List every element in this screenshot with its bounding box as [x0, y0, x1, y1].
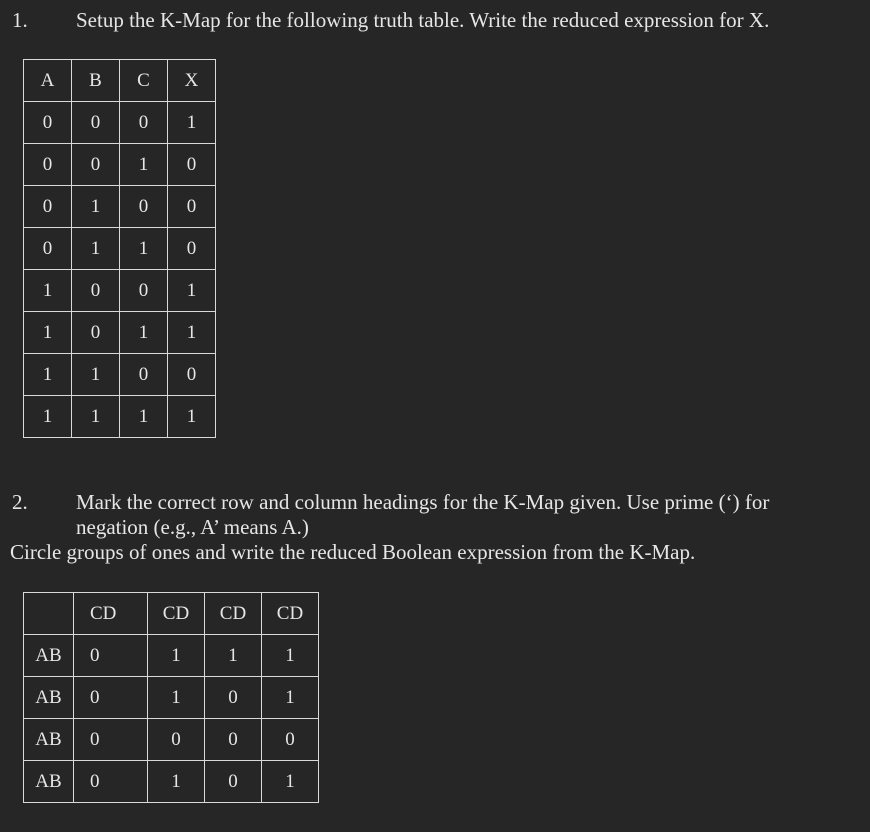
- k-map-header-row: [24, 593, 319, 635]
- cell-b: 1: [72, 186, 120, 228]
- k-map: [23, 592, 319, 803]
- truth-table-row: [24, 228, 216, 270]
- k-map-cell: 0: [205, 719, 262, 761]
- cell-x: 1: [168, 312, 216, 354]
- k-map-cell: 0: [74, 677, 148, 719]
- k-map-cell: 1: [262, 677, 319, 719]
- k-map-cell: 1: [148, 677, 205, 719]
- cell-b: 0: [72, 102, 120, 144]
- cell-a: 1: [24, 312, 72, 354]
- cell-c: 0: [120, 354, 168, 396]
- question-2-line-3: Circle groups of ones and write the reduced Boolean expression from the K-Map.: [10, 540, 696, 564]
- cell-c: 1: [120, 396, 168, 438]
- k-map-cell: 0: [262, 719, 319, 761]
- question-2-line-1: Mark the correct row and column headings for the K-Map given. Use prime (‘) for: [76, 490, 770, 514]
- header-b: B: [72, 60, 120, 102]
- cell-a: 0: [24, 144, 72, 186]
- truth-table-row: [24, 312, 216, 354]
- k-map-cell: 1: [205, 635, 262, 677]
- cell-a: 1: [24, 354, 72, 396]
- k-map-col-header: CD: [262, 593, 319, 635]
- k-map-cell: 0: [74, 635, 148, 677]
- k-map-cell: 0: [148, 719, 205, 761]
- truth-table-row: [24, 144, 216, 186]
- cell-b: 1: [72, 354, 120, 396]
- truth-table-row: [24, 186, 216, 228]
- k-map-row: [24, 719, 319, 761]
- header-c: C: [120, 60, 168, 102]
- question-1-text: Setup the K-Map for the following truth table. Write the reduced expression for X.: [76, 8, 770, 32]
- k-map-col-header: CD: [205, 593, 262, 635]
- truth-table: [23, 59, 216, 438]
- cell-c: 0: [120, 102, 168, 144]
- k-map-cell: 0: [74, 761, 148, 803]
- cell-a: 0: [24, 102, 72, 144]
- cell-b: 1: [72, 228, 120, 270]
- k-map-row-header: AB: [24, 719, 74, 761]
- k-map-corner-cell: [24, 593, 74, 635]
- k-map-row: [24, 635, 319, 677]
- truth-table-header-row: [24, 60, 216, 102]
- k-map-col-header: CD: [148, 593, 205, 635]
- header-a: A: [24, 60, 72, 102]
- truth-table-row: [24, 354, 216, 396]
- cell-a: 0: [24, 186, 72, 228]
- cell-x: 0: [168, 186, 216, 228]
- cell-x: 0: [168, 144, 216, 186]
- cell-a: 0: [24, 228, 72, 270]
- k-map-row-header: AB: [24, 677, 74, 719]
- k-map-row: [24, 677, 319, 719]
- header-x: X: [168, 60, 216, 102]
- cell-c: 1: [120, 312, 168, 354]
- k-map-row-header: AB: [24, 635, 74, 677]
- k-map-cell: 0: [205, 677, 262, 719]
- k-map-cell: 1: [262, 761, 319, 803]
- cell-x: 1: [168, 102, 216, 144]
- cell-x: 1: [168, 270, 216, 312]
- cell-b: 0: [72, 312, 120, 354]
- k-map-row-header: AB: [24, 761, 74, 803]
- cell-c: 1: [120, 144, 168, 186]
- k-map-cell: 0: [74, 719, 148, 761]
- question-1-number: 1.: [12, 8, 28, 32]
- k-map-cell: 1: [148, 761, 205, 803]
- cell-a: 1: [24, 396, 72, 438]
- cell-x: 1: [168, 396, 216, 438]
- cell-c: 1: [120, 228, 168, 270]
- truth-table-row: [24, 102, 216, 144]
- cell-b: 1: [72, 396, 120, 438]
- cell-x: 0: [168, 228, 216, 270]
- cell-a: 1: [24, 270, 72, 312]
- question-2-line-2: negation (e.g., A’ means A.): [76, 515, 309, 539]
- cell-c: 0: [120, 186, 168, 228]
- question-2-number: 2.: [12, 490, 28, 514]
- k-map-row: [24, 761, 319, 803]
- cell-c: 0: [120, 270, 168, 312]
- cell-x: 0: [168, 354, 216, 396]
- truth-table-row: [24, 396, 216, 438]
- k-map-cell: 1: [148, 635, 205, 677]
- truth-table-row: [24, 270, 216, 312]
- cell-b: 0: [72, 270, 120, 312]
- k-map-cell: 1: [262, 635, 319, 677]
- k-map-cell: 0: [205, 761, 262, 803]
- cell-b: 0: [72, 144, 120, 186]
- k-map-col-header: CD: [74, 593, 148, 635]
